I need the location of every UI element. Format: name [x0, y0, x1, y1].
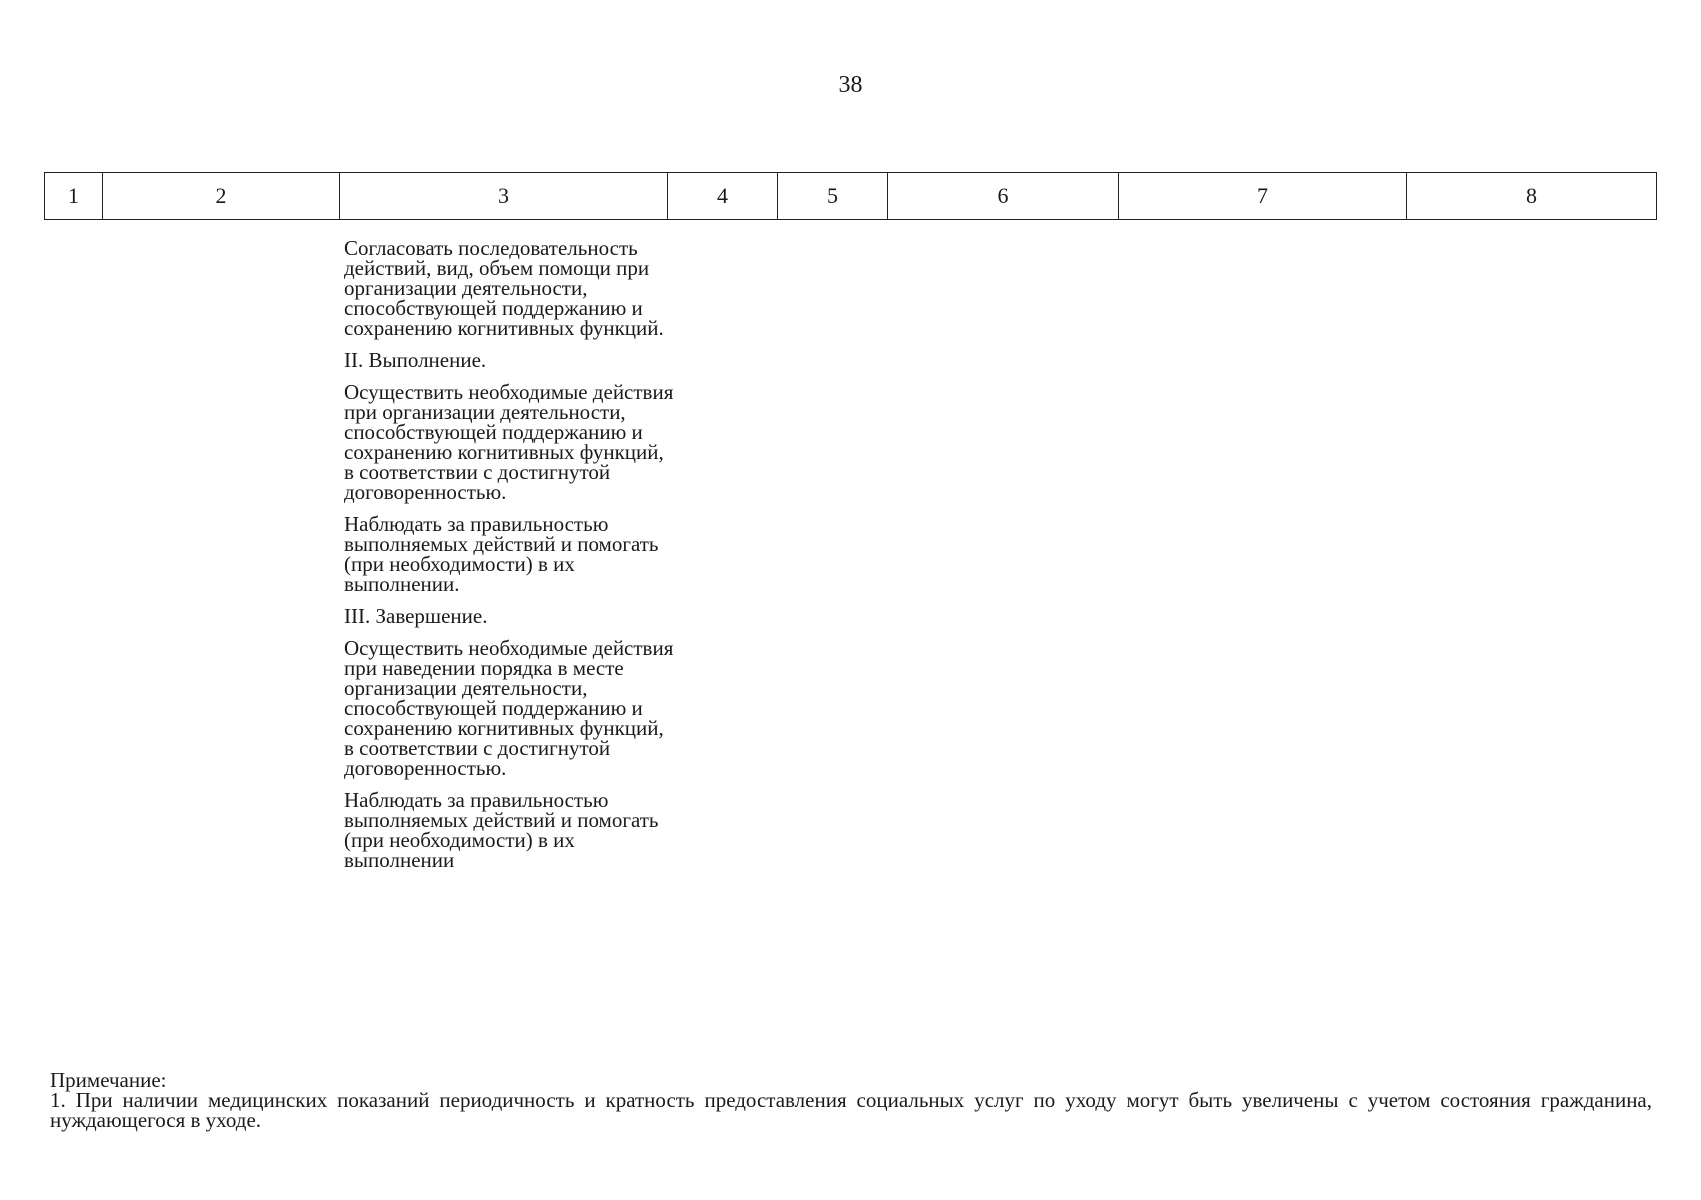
note-item-1: 1. При наличии медицинских показаний периодичность и кратность предоставления социальных услуг по уходу могут быть увеличены с учетом состояния гражданина, нуждающегося в уходе.	[50, 1088, 1652, 1132]
header-cell-3: 3	[340, 173, 668, 220]
paragraph-tidy-up-actions: Осуществить необходимые действия при наведении порядка в месте организации деятельности, способствующей поддержанию и сохранению когнитивных функций, в соответствии с достигнутой договоренностью.	[344, 636, 674, 780]
header-cell-5: 5	[778, 173, 888, 220]
page-number: 38	[838, 72, 863, 98]
header-row	[45, 173, 1657, 220]
paragraph-agree-sequence: Согласовать последовательность действий, вид, объем помощи при организации деятельности, способствующей поддержанию и сохранению когнитивных функций.	[344, 236, 664, 340]
paragraph-perform-actions: Осуществить необходимые действия при организации деятельности, способствующей поддержанию и сохранению когнитивных функций, в соответствии с достигнутой договоренностью.	[344, 380, 674, 504]
header-cell-6: 6	[888, 173, 1119, 220]
header-cell-1: 1	[45, 173, 103, 220]
header-cell-7: 7	[1119, 173, 1407, 220]
section-heading-execution: II. Выполнение.	[344, 348, 487, 372]
header-cell-4: 4	[668, 173, 778, 220]
column-number-header	[44, 172, 1657, 220]
header-cell-8: 8	[1407, 173, 1657, 220]
column-3-content	[344, 238, 674, 882]
section-heading-completion: III. Завершение.	[344, 604, 488, 628]
note-block	[50, 1070, 1652, 1130]
paragraph-observe-actions-final: Наблюдать за правильностью выполняемых действий и помогать (при необходимости) в их выполнении	[344, 788, 659, 872]
note-title: Примечание:	[50, 1068, 167, 1092]
header-cell-2: 2	[103, 173, 340, 220]
paragraph-observe-actions: Наблюдать за правильностью выполняемых действий и помогать (при необходимости) в их выполнении.	[344, 512, 659, 596]
